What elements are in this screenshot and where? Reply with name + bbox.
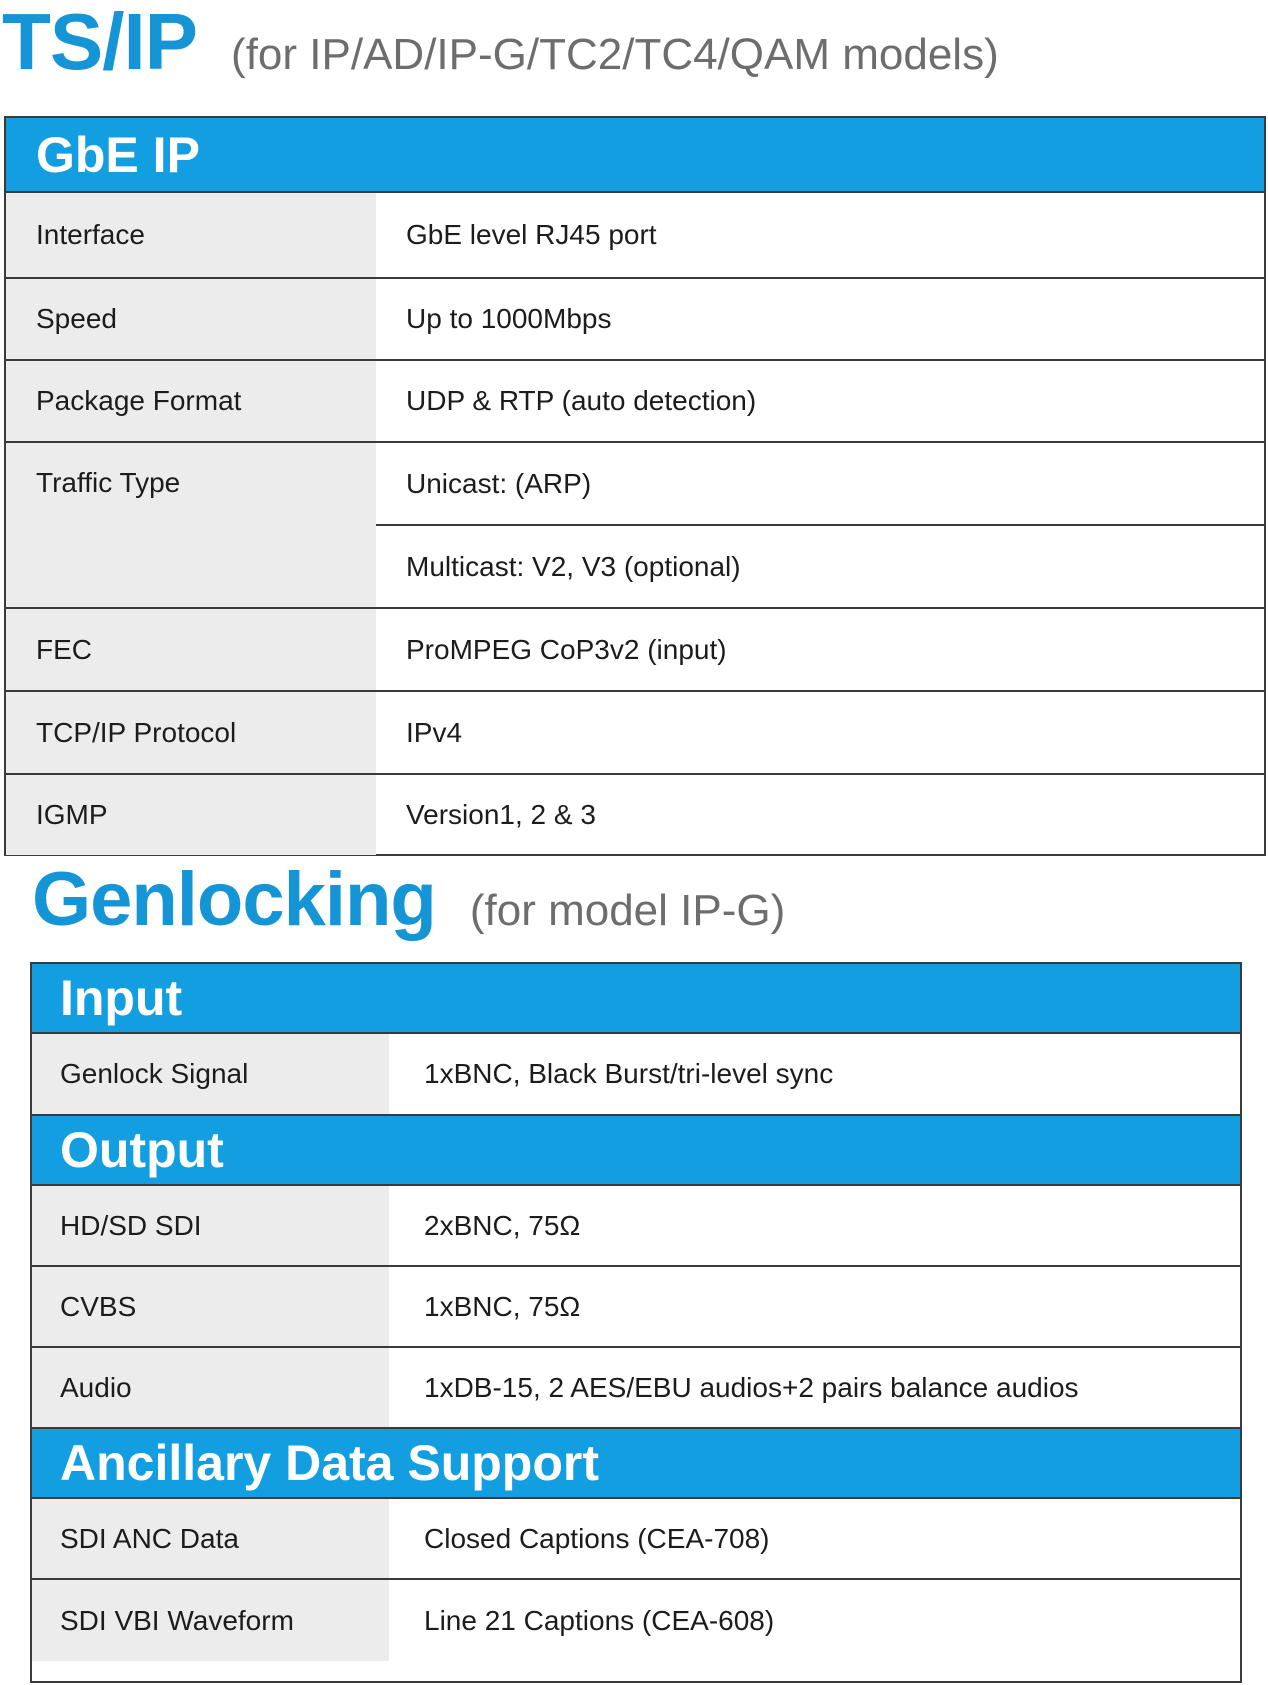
spec-row-package-format xyxy=(6,361,1264,443)
genlocking-title: Genlocking xyxy=(32,857,436,942)
spec-value: UDP & RTP (auto detection) xyxy=(406,385,757,416)
spec-value-cell xyxy=(389,1348,1240,1427)
spec-label: FEC xyxy=(36,633,92,665)
genlocking-subtitle: (for model IP-G) xyxy=(469,886,786,935)
tsip-title-row xyxy=(2,0,999,88)
spec-row-fec xyxy=(6,609,1264,692)
spec-row-cvbs xyxy=(32,1267,1240,1348)
spec-label: Genlock Signal xyxy=(60,1058,249,1089)
spec-value-cell xyxy=(376,443,1264,524)
spec-label-cell xyxy=(32,1580,389,1661)
input-section-header xyxy=(32,964,1240,1034)
spec-label: Interface xyxy=(36,219,145,250)
gbe-ip-section-header xyxy=(6,118,1264,193)
spec-value: 1xBNC, Black Burst/tri-level sync xyxy=(424,1058,834,1089)
gbe-ip-heading: GbE IP xyxy=(36,126,200,183)
spec-value-cell xyxy=(376,524,1264,607)
spec-row-sdi-vbi-waveform xyxy=(32,1580,1240,1661)
page-title: TS/IP xyxy=(2,0,198,86)
spec-value-cell xyxy=(376,193,1264,277)
spec-value: Line 21 Captions (CEA-608) xyxy=(424,1604,775,1636)
spec-value-cell xyxy=(389,1034,1240,1114)
spec-value: Closed Captions (CEA-708) xyxy=(424,1522,770,1554)
output-heading: Output xyxy=(60,1122,224,1178)
spec-label-cell xyxy=(6,361,376,441)
output-section-header xyxy=(32,1116,1240,1186)
spec-label: Traffic Type xyxy=(36,467,181,498)
spec-value-cell xyxy=(376,775,1264,855)
spec-label-cell xyxy=(32,1034,389,1114)
spec-label-cell xyxy=(6,775,376,855)
spec-row-igmp xyxy=(6,775,1264,855)
spec-value: ProMPEG CoP3v2 (input) xyxy=(406,633,727,665)
spec-value-cell xyxy=(389,1580,1240,1661)
spec-value: Multicast: V2, V3 (optional) xyxy=(406,550,741,582)
spec-label-cell xyxy=(32,1267,389,1346)
spec-value: GbE level RJ45 port xyxy=(406,219,657,250)
spec-label: HD/SD SDI xyxy=(60,1209,202,1241)
ancillary-heading: Ancillary Data Support xyxy=(60,1435,599,1491)
spec-label-cell xyxy=(6,692,376,773)
spec-value-cell xyxy=(389,1186,1240,1265)
spec-value: Up to 1000Mbps xyxy=(406,303,612,334)
spec-label-cell xyxy=(32,1499,389,1578)
spec-row-tcpip-protocol xyxy=(6,692,1264,775)
spec-value-cell xyxy=(376,279,1264,359)
page-subtitle: (for IP/AD/IP-G/TC2/TC4/QAM models) xyxy=(231,30,999,79)
spec-value: Unicast: (ARP) xyxy=(406,467,592,499)
spec-value-cell xyxy=(376,609,1264,690)
spec-value-cell xyxy=(376,692,1264,773)
genlocking-title-row xyxy=(32,856,785,943)
genlocking-spec-table xyxy=(30,962,1242,1683)
spec-label-cell xyxy=(6,279,376,359)
spec-label-cell xyxy=(6,443,376,607)
spec-row-traffic-type xyxy=(6,443,1264,609)
spec-label: IGMP xyxy=(36,799,108,830)
spec-label-cell xyxy=(6,193,376,277)
spec-value-cell xyxy=(389,1267,1240,1346)
spec-label: Package Format xyxy=(36,385,242,416)
spec-label-cell xyxy=(32,1348,389,1427)
spec-value: 1xDB-15, 2 AES/EBU audios+2 pairs balance audios xyxy=(424,1371,1079,1403)
spec-label: SDI ANC Data xyxy=(60,1522,239,1554)
spec-row-interface xyxy=(6,193,1264,279)
spec-label: Audio xyxy=(60,1371,132,1403)
spec-label: Speed xyxy=(36,303,117,334)
input-heading: Input xyxy=(60,970,183,1026)
spec-value: Version1, 2 & 3 xyxy=(406,799,596,830)
spec-label-cell xyxy=(32,1186,389,1265)
spec-row-hdsd-sdi xyxy=(32,1186,1240,1267)
spec-row-genlock-signal xyxy=(32,1034,1240,1116)
spec-label-cell xyxy=(6,609,376,690)
spec-value-cell xyxy=(389,1499,1240,1578)
spec-label: CVBS xyxy=(60,1290,137,1322)
spec-value-cell xyxy=(376,361,1264,441)
gbe-ip-spec-table xyxy=(4,116,1266,856)
spec-value: 1xBNC, 75Ω xyxy=(424,1290,581,1322)
spec-row-speed xyxy=(6,279,1264,361)
ancillary-section-header xyxy=(32,1429,1240,1499)
spec-row-audio xyxy=(32,1348,1240,1429)
spec-value: 2xBNC, 75Ω xyxy=(424,1209,581,1241)
spec-row-sdi-anc-data xyxy=(32,1499,1240,1580)
spec-label: TCP/IP Protocol xyxy=(36,716,237,748)
spec-value: IPv4 xyxy=(406,716,463,748)
spec-label: SDI VBI Waveform xyxy=(60,1604,294,1636)
